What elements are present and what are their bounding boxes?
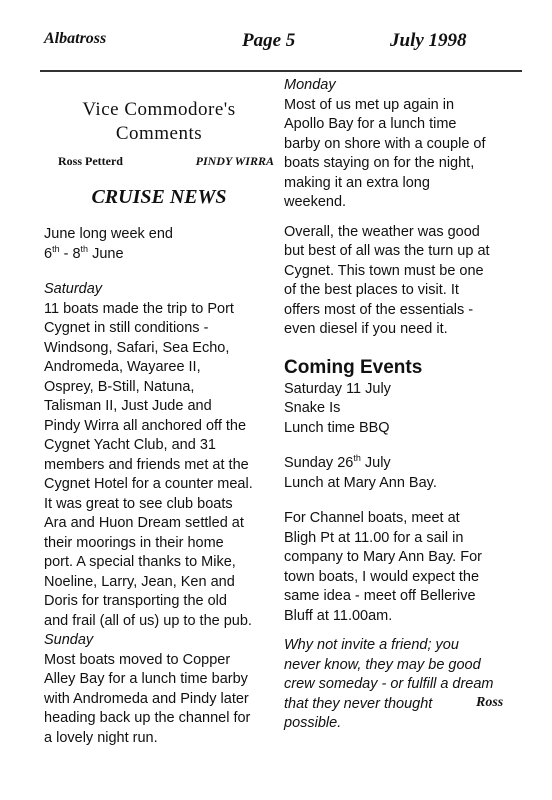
event-1: Saturday 11 July Snake Is Lunch time BBQ: [284, 380, 391, 436]
author-name: Ross Petterd: [58, 154, 123, 168]
event-2: Sunday 26th July Lunch at Mary Ann Bay.: [284, 453, 437, 491]
saturday-text: 11 boats made the trip to Port Cygnet in still conditions - Windsong, Safari, Sea Echo, Andromeda, Wayaree II, Osprey, B-Still, Natuna, Talisman II, Just Jude and Pindy Wirra all anchored off the Cygnet Yacht Club, and 31 members and friends met at the Cygnet Hotel for a counter meal. It was great to see club boats Ara and Huon Dream settled at their moorings in their home port. A special thanks to Mike, Noeline, Larry, Jean, Ken and Doris for transporting the old and frail (all of us) up to the pub.: [44, 300, 253, 629]
saturday-heading: Saturday: [44, 281, 103, 297]
invite-text: Why not invite a friend; you never know, they may be good crew someday - or fulfill a dream that they never thought possible.: [284, 637, 494, 731]
newsletter-name: Albatross: [44, 30, 107, 47]
overall-text: Overall, the weather was good but best of all was the turn up at Cygnet. This town must be one of the best places to visit. It offers most of the essentials - even diesel if you need it.: [284, 223, 490, 337]
byline: [58, 152, 274, 172]
article-title: [44, 98, 274, 146]
coming-events-heading: Coming Events: [284, 356, 423, 378]
sunday-text: Most boats moved to Copper Alley Bay for a lunch time barby with Andromeda and Pindy later heading back up the channel for a lovely night run.: [44, 651, 251, 746]
title-line-1: Vice Commodore's: [82, 99, 236, 120]
sunday-heading: Sunday: [44, 632, 94, 648]
right-column: [284, 76, 526, 734]
left-column: [44, 98, 274, 748]
event-dates: 6th - 8th June: [44, 243, 124, 262]
boat-name: PINDY WIRRA: [195, 154, 274, 168]
signature: Ross: [476, 695, 504, 710]
header-rule: [40, 70, 522, 72]
title-line-2: Comments: [115, 123, 203, 144]
page-number: Page 5: [242, 30, 296, 51]
cruise-news-heading: CRUISE NEWS: [91, 185, 227, 208]
monday-text: Most of us met up again in Apollo Bay for a lunch time barby on shore with a couple of boats staying on for the night, making it an extra long weekend.: [284, 96, 486, 210]
issue-date: July 1998: [390, 30, 467, 51]
channel-boats-text: For Channel boats, meet at Bligh Pt at 11.00 for a sail in company to Mary Ann Bay. For town boats, I would expect the same idea - meet off Bellerive Bluff at 11.00am.: [284, 510, 482, 624]
event-line: June long week end: [44, 226, 173, 242]
page-header: [40, 30, 522, 58]
monday-heading: Monday: [284, 77, 336, 93]
